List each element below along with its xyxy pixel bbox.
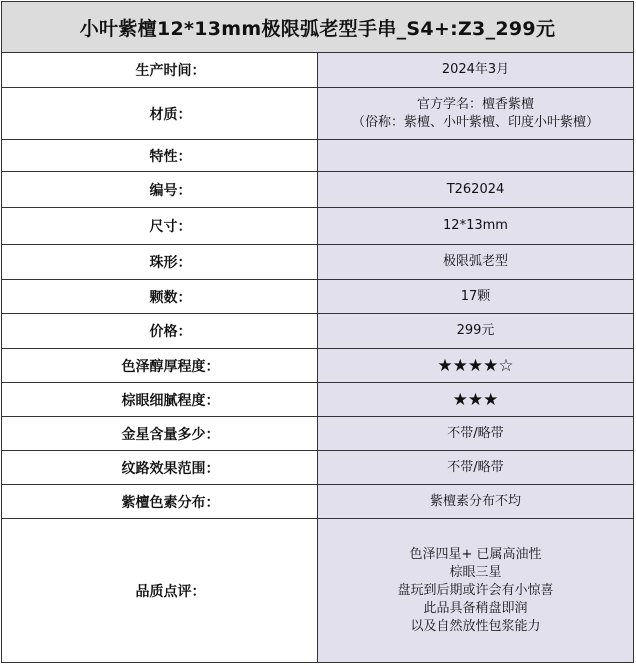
table-row: [2, 172, 634, 208]
table-row: [2, 280, 634, 314]
review-line-5: 以及自然放性包浆能力: [410, 618, 541, 634]
row-value-size: 12*13mm: [318, 208, 634, 245]
row-label-bead-count: 颗数：: [149, 289, 192, 306]
row-value-pigment-distribution: 紫檀素分布不均: [318, 485, 634, 519]
row-value-bead-count: 17颗: [318, 280, 634, 314]
row-value-grain-effect: 不带/略带: [318, 451, 634, 485]
table-row: [2, 485, 634, 519]
row-value-quality-review: [318, 519, 634, 663]
table-row: [2, 383, 634, 417]
row-label-bead-shape: 珠形：: [149, 255, 192, 271]
review-line-4: 此品具备稍盘即润: [423, 600, 528, 616]
review-line-1: 色泽四星+ 已属高油性: [409, 546, 542, 562]
row-label-material: 材质：: [149, 106, 192, 123]
row-label-gold-star: 金星含量多少：: [121, 426, 220, 443]
row-value-gold-star: 不带/略带: [318, 417, 634, 451]
product-spec-sheet: [1, 1, 634, 664]
row-label-grain-effect: 纹路效果范围：: [121, 460, 220, 477]
table-row: [2, 417, 634, 451]
row-value-feature: [318, 140, 634, 172]
table-row: [2, 53, 634, 88]
row-label-production-time: 生产时间：: [135, 63, 206, 79]
table-row: [2, 140, 634, 172]
row-value-color-richness: ★★★★☆: [318, 349, 634, 383]
table-row: [2, 519, 634, 663]
row-label-pigment-distribution: 紫檀色素分布：: [121, 494, 220, 511]
material-line-1: 官方学名：檀香紫檀: [416, 96, 534, 112]
table-row: [2, 245, 634, 280]
table-row: [2, 314, 634, 349]
review-line-3: 盘玩到后期或许会有小惊喜: [397, 582, 554, 598]
review-line-2: 棕眼三星: [449, 564, 502, 580]
table-row: [2, 88, 634, 140]
row-label-feature: 特性：: [149, 148, 192, 165]
row-value-bead-shape: 极限弧老型: [318, 245, 634, 280]
row-label-quality-review: 品质点评：: [135, 583, 206, 600]
table-row: [2, 451, 634, 485]
row-value-serial: T262024: [318, 172, 634, 208]
row-value-price: 299元: [318, 314, 634, 349]
row-label-color-richness: 色泽醇厚程度：: [121, 358, 220, 375]
material-line-2: （俗称：紫檀、小叶紫檀、印度小叶紫檀）: [351, 114, 599, 130]
row-label-size: 尺寸：: [149, 219, 192, 235]
table-row: [2, 349, 634, 383]
spec-table: [1, 1, 634, 663]
table-row: [2, 208, 634, 245]
sheet-title: 小叶紫檀12*13mm极限弧老型手串_S4+:Z3_299元: [2, 2, 634, 53]
row-value-pore-fineness: ★★★: [318, 383, 634, 417]
row-label-serial: 编号：: [149, 182, 192, 199]
row-value-material: [318, 88, 634, 140]
row-label-price: 价格：: [149, 324, 192, 340]
row-label-pore-fineness: 棕眼细腻程度：: [121, 392, 220, 409]
row-value-production-time: 2024年3月: [318, 53, 634, 88]
